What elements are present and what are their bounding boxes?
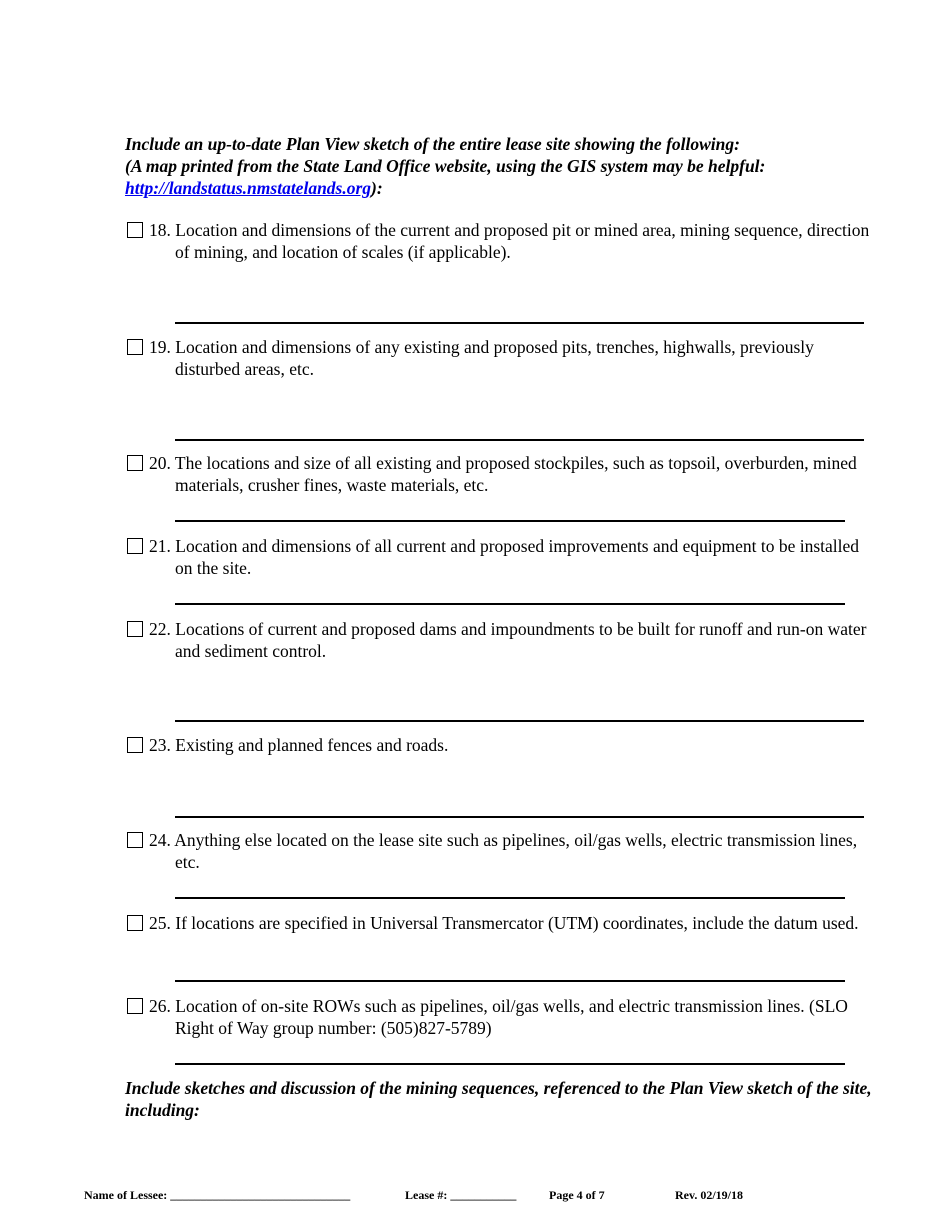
checkbox-22[interactable] [127, 621, 143, 637]
item-text: 25. If locations are specified in Universal Transmercator (UTM) coordinates, include the datum used. [149, 913, 859, 933]
lessee-name-field: Name of Lessee: ______________________________ [84, 1188, 351, 1202]
revision-date: Rev. 02/19/18 [675, 1188, 743, 1202]
list-item [127, 336, 872, 380]
item-text: 26. Location of on-site ROWs such as pipelines, oil/gas wells, and electric transmission lines. (SLO Right of Way group number: (505)827-5789) [149, 996, 848, 1038]
checkbox-24[interactable] [127, 832, 143, 848]
checkbox-19[interactable] [127, 339, 143, 355]
lease-number-field: Lease #: ___________ [405, 1188, 517, 1202]
checkbox-26[interactable] [127, 998, 143, 1014]
page-number: Page 4 of 7 [549, 1188, 605, 1202]
list-item [127, 995, 872, 1039]
item-text: 21. Location and dimensions of all current and proposed improvements and equipment to be installed on the site. [149, 536, 860, 578]
answer-line [175, 439, 864, 441]
list-item [127, 829, 872, 873]
answer-line [175, 520, 845, 522]
list-item [127, 535, 872, 579]
checkbox-21[interactable] [127, 538, 143, 554]
checkbox-23[interactable] [127, 737, 143, 753]
outro-paragraph: Include sketches and discussion of the mining sequences, referenced to the Plan View sketch of the site, including: [125, 1078, 872, 1120]
checkbox-18[interactable] [127, 222, 143, 238]
checkbox-25[interactable] [127, 915, 143, 931]
item-text: 20. The locations and size of all existing and proposed stockpiles, such as topsoil, overburden, mined materials, crusher fines, waste materials, etc. [149, 453, 857, 495]
list-item [127, 734, 872, 756]
item-text: 18. Location and dimensions of the current and proposed pit or mined area, mining sequence, direction of mining, and location of scales (if applicable). [149, 220, 870, 262]
intro-link-suffix: ): [371, 178, 383, 198]
answer-line [175, 720, 864, 722]
item-text: 24. Anything else located on the lease site such as pipelines, oil/gas wells, electric transmission lines, etc. [149, 830, 858, 872]
list-item [127, 219, 872, 263]
answer-line [175, 1063, 845, 1065]
answer-line [175, 603, 845, 605]
item-text: 23. Existing and planned fences and roads. [149, 735, 449, 755]
intro-line-2: (A map printed from the State Land Office website, using the GIS system may be helpful: [125, 156, 766, 176]
list-item [127, 618, 872, 662]
intro-paragraph [125, 133, 885, 199]
answer-line [175, 816, 864, 818]
list-item [127, 912, 872, 934]
list-item [127, 452, 872, 496]
answer-line [175, 897, 845, 899]
answer-line [175, 322, 864, 324]
checkbox-20[interactable] [127, 455, 143, 471]
item-text: 19. Location and dimensions of any existing and proposed pits, trenches, highwalls, previously disturbed areas, etc. [149, 337, 814, 379]
item-text: 22. Locations of current and proposed dams and impoundments to be built for runoff and run-on water and sediment control. [149, 619, 867, 661]
answer-line [175, 980, 845, 982]
intro-line-1: Include an up-to-date Plan View sketch of the entire lease site showing the following: [125, 134, 740, 154]
landstatus-link[interactable]: http://landstatus.nmstatelands.org [125, 178, 372, 198]
